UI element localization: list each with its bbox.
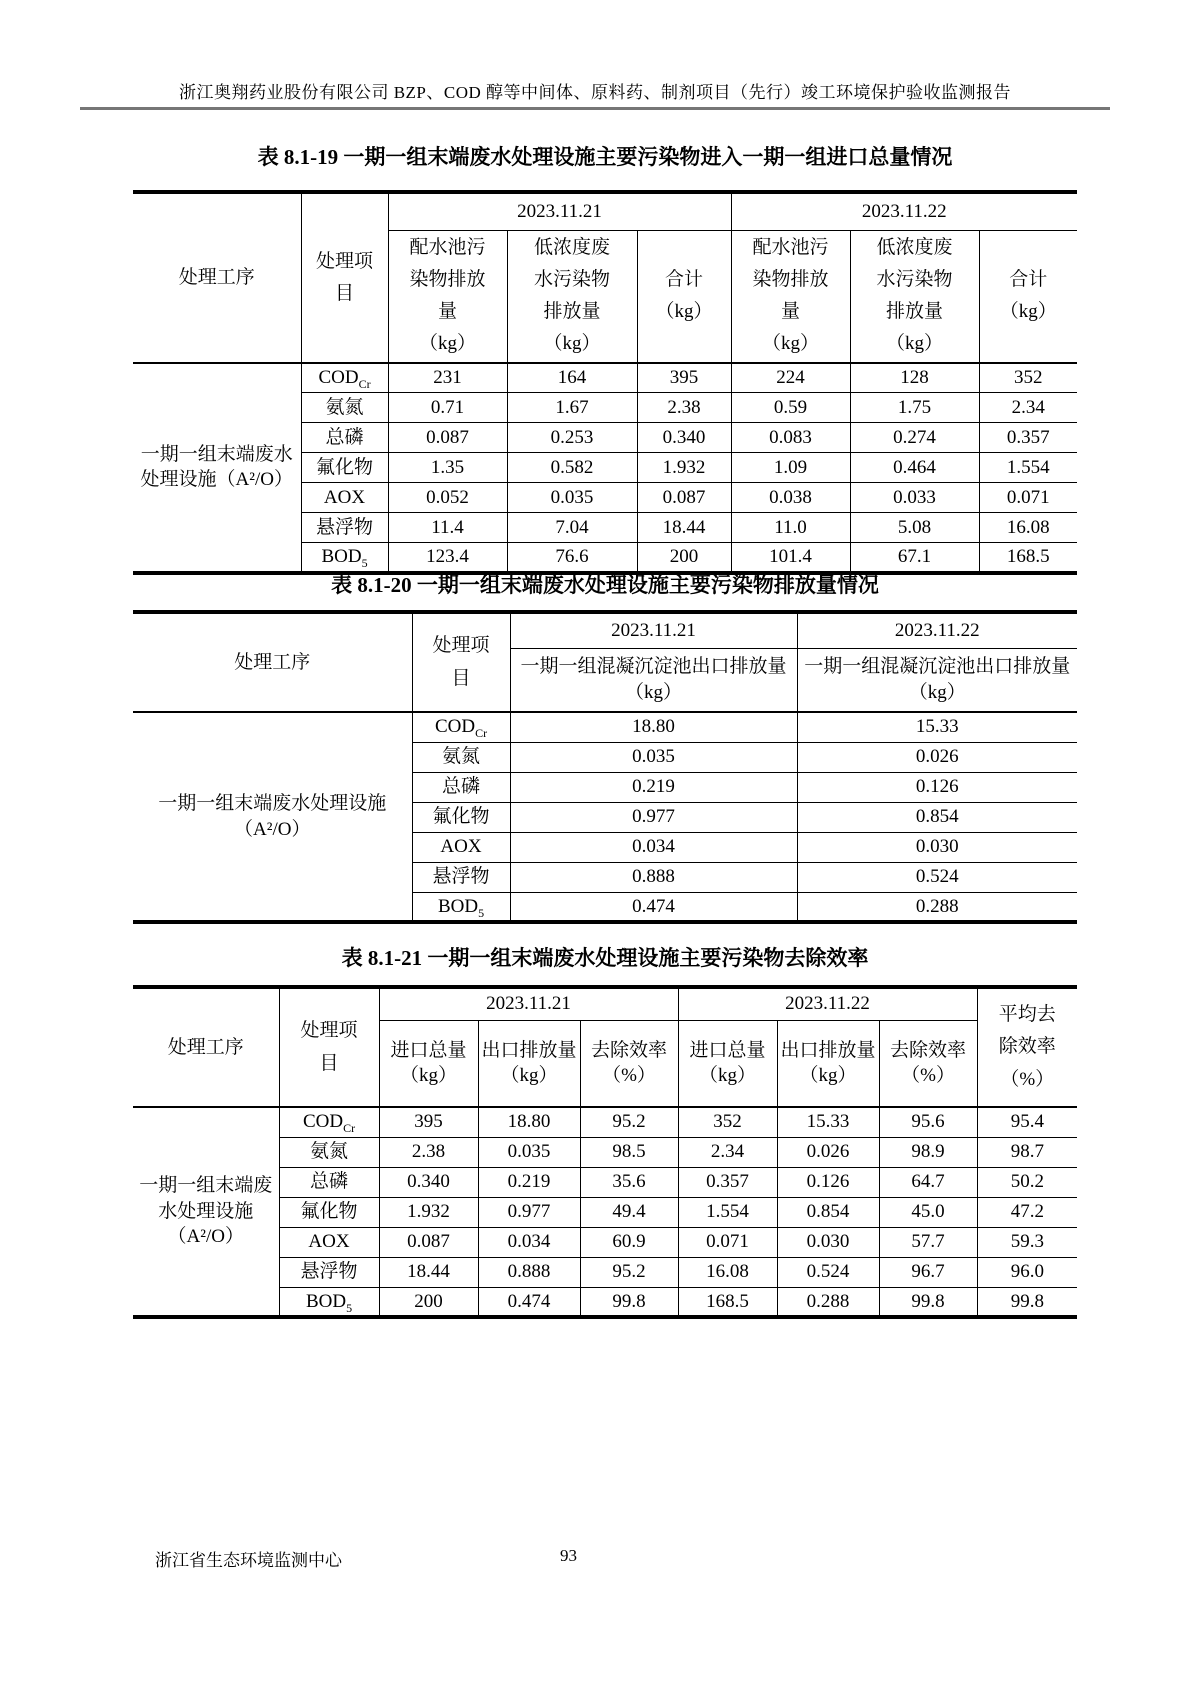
value-cell: 0.474 <box>478 1287 580 1317</box>
pollutant-name: 氨氮 <box>325 396 364 418</box>
table-row <box>133 363 1077 393</box>
col-header-efficiency-1: 去除效率（%） <box>580 1020 678 1107</box>
value-cell: 18.80 <box>478 1107 580 1137</box>
col-header-lowconc-2: 低浓度废水污染物排放量 （kg） <box>850 230 979 363</box>
value-cell: 0.030 <box>797 832 1077 862</box>
value-cell: 16.08 <box>678 1257 777 1287</box>
pollutant-name: BOD <box>321 546 362 568</box>
pollutant-name: 悬浮物 <box>315 516 373 538</box>
value-cell: 76.6 <box>507 543 637 573</box>
value-cell: 0.464 <box>850 453 979 483</box>
value-cell: 352 <box>678 1107 777 1137</box>
pollutant-subscript: 5 <box>361 555 368 570</box>
value-cell: 0.524 <box>777 1257 879 1287</box>
value-cell: 64.7 <box>879 1167 977 1197</box>
value-cell: 1.67 <box>507 393 637 423</box>
pollutant-name: 氟化物 <box>432 806 490 828</box>
pollutant-cell <box>301 513 388 543</box>
value-cell: 0.340 <box>637 423 731 453</box>
col-header-date-1: 2023.11.21 <box>510 612 797 648</box>
pollutant-name: COD <box>434 716 476 738</box>
value-cell: 0.052 <box>388 483 507 513</box>
col-header-process: 处理工序 <box>133 612 412 712</box>
value-cell: 0.030 <box>777 1227 879 1257</box>
value-cell: 0.033 <box>850 483 979 513</box>
table-row <box>133 712 1077 742</box>
process-cell: 一期一组末端废水处理设施（A²/O） <box>133 1107 279 1317</box>
col-header-inlet-2: 进口总量（kg） <box>678 1020 777 1107</box>
value-cell: 15.33 <box>797 712 1077 742</box>
value-cell: 0.854 <box>777 1197 879 1227</box>
pollutant-name: 总磷 <box>309 1171 348 1193</box>
col-header-outlet-1: 出口排放量（kg） <box>478 1020 580 1107</box>
value-cell: 164 <box>507 363 637 393</box>
pollutant-cell <box>301 453 388 483</box>
value-cell: 0.026 <box>797 742 1077 772</box>
pollutant-cell <box>279 1227 379 1257</box>
value-cell: 0.854 <box>797 802 1077 832</box>
pollutant-name: AOX <box>323 486 366 508</box>
col-header-avg-efficiency: 平均去除效率（%） <box>977 987 1077 1107</box>
pollutant-name: AOX <box>308 1231 350 1253</box>
pollutant-cell <box>279 1257 379 1287</box>
pollutant-name: 氟化物 <box>300 1201 358 1223</box>
value-cell: 128 <box>850 363 979 393</box>
value-cell: 95.2 <box>580 1107 678 1137</box>
value-cell: 0.288 <box>777 1287 879 1317</box>
pollutant-cell <box>279 1107 379 1137</box>
table-19-title: 表 8.1-19 一期一组末端废水处理设施主要污染物进入一期一组进口总量情况 <box>257 145 953 169</box>
pollutant-subscript: Cr <box>343 1121 356 1136</box>
value-cell: 0.034 <box>478 1227 580 1257</box>
value-cell: 0.524 <box>797 862 1077 892</box>
pollutant-cell <box>279 1287 379 1317</box>
value-cell: 0.083 <box>731 423 850 453</box>
value-cell: 0.071 <box>678 1227 777 1257</box>
value-cell: 49.4 <box>580 1197 678 1227</box>
pollutant-cell <box>412 832 510 862</box>
pollutant-name: AOX <box>440 836 482 858</box>
value-cell: 2.34 <box>678 1137 777 1167</box>
col-header-outlet-2: 一期一组混凝沉淀池出口排放量（kg） <box>797 648 1077 712</box>
value-cell: 50.2 <box>977 1167 1077 1197</box>
table-20 <box>133 610 1077 924</box>
value-cell: 0.219 <box>510 772 797 802</box>
value-cell: 0.357 <box>678 1167 777 1197</box>
value-cell: 0.888 <box>478 1257 580 1287</box>
value-cell: 0.253 <box>507 423 637 453</box>
value-cell: 35.6 <box>580 1167 678 1197</box>
pollutant-name: 氟化物 <box>315 456 373 478</box>
value-cell: 1.554 <box>678 1197 777 1227</box>
pollutant-cell <box>412 712 510 742</box>
value-cell: 0.034 <box>510 832 797 862</box>
value-cell: 98.5 <box>580 1137 678 1167</box>
col-header-date-2: 2023.11.22 <box>678 987 977 1020</box>
col-header-item: 处理项目 <box>301 192 388 363</box>
value-cell: 99.8 <box>977 1287 1077 1317</box>
value-cell: 0.026 <box>777 1137 879 1167</box>
col-header-item: 处理项目 <box>412 612 510 712</box>
col-header-influent-2: 配水池污染物排放量 （kg） <box>731 230 850 363</box>
col-header-item: 处理项目 <box>279 987 379 1107</box>
value-cell: 99.8 <box>580 1287 678 1317</box>
pollutant-subscript: Cr <box>358 376 371 391</box>
process-cell: 一期一组末端废水处理设施（A²/O） <box>133 712 412 922</box>
value-cell: 96.0 <box>977 1257 1077 1287</box>
footer-organization: 浙江省生态环境监测中心 <box>155 1551 342 1570</box>
process-cell: 一期一组末端废水处理设施（A²/O） <box>133 363 301 573</box>
value-cell: 0.087 <box>388 423 507 453</box>
table-row <box>133 192 1077 230</box>
value-cell: 1.75 <box>850 393 979 423</box>
pollutant-cell <box>301 483 388 513</box>
value-cell: 352 <box>979 363 1077 393</box>
value-cell: 200 <box>637 543 731 573</box>
value-cell: 98.9 <box>879 1137 977 1167</box>
value-cell: 0.71 <box>388 393 507 423</box>
pollutant-name: 悬浮物 <box>432 866 490 888</box>
pollutant-cell <box>279 1137 379 1167</box>
value-cell: 7.04 <box>507 513 637 543</box>
pollutant-cell <box>412 772 510 802</box>
value-cell: 0.340 <box>379 1167 478 1197</box>
pollutant-cell <box>412 742 510 772</box>
value-cell: 16.08 <box>979 513 1077 543</box>
value-cell: 0.288 <box>797 892 1077 922</box>
pollutant-name: COD <box>302 1111 344 1133</box>
col-header-lowconc-1: 低浓度废水污染物排放量 （kg） <box>507 230 637 363</box>
value-cell: 0.087 <box>637 483 731 513</box>
value-cell: 18.44 <box>379 1257 478 1287</box>
value-cell: 231 <box>388 363 507 393</box>
value-cell: 0.59 <box>731 393 850 423</box>
table-row <box>133 987 1077 1020</box>
pollutant-cell <box>301 423 388 453</box>
value-cell: 5.08 <box>850 513 979 543</box>
col-header-date-1: 2023.11.21 <box>388 192 731 230</box>
value-cell: 0.035 <box>478 1137 580 1167</box>
value-cell: 101.4 <box>731 543 850 573</box>
pollutant-cell <box>412 892 510 922</box>
table-20-title: 表 8.1-20 一期一组末端废水处理设施主要污染物排放量情况 <box>331 573 879 597</box>
pollutant-name: BOD <box>305 1290 347 1312</box>
col-header-inlet-1: 进口总量（kg） <box>379 1020 478 1107</box>
value-cell: 0.126 <box>777 1167 879 1197</box>
value-cell: 168.5 <box>979 543 1077 573</box>
value-cell: 0.071 <box>979 483 1077 513</box>
header-divider <box>80 107 1110 110</box>
value-cell: 59.3 <box>977 1227 1077 1257</box>
col-header-date-1: 2023.11.21 <box>379 987 678 1020</box>
value-cell: 18.44 <box>637 513 731 543</box>
value-cell: 2.38 <box>637 393 731 423</box>
col-header-outlet-2: 出口排放量（kg） <box>777 1020 879 1107</box>
value-cell: 200 <box>379 1287 478 1317</box>
col-header-date-2: 2023.11.22 <box>731 192 1077 230</box>
page-number: 93 <box>560 1546 577 1565</box>
pollutant-cell <box>412 862 510 892</box>
pollutant-cell <box>412 802 510 832</box>
pollutant-subscript: 5 <box>346 1300 353 1315</box>
value-cell: 1.09 <box>731 453 850 483</box>
value-cell: 57.7 <box>879 1227 977 1257</box>
value-cell: 11.4 <box>388 513 507 543</box>
table-19 <box>133 190 1077 575</box>
pollutant-name: BOD <box>437 895 479 917</box>
col-header-outlet-1: 一期一组混凝沉淀池出口排放量（kg） <box>510 648 797 712</box>
col-header-process: 处理工序 <box>133 192 301 363</box>
value-cell: 0.977 <box>478 1197 580 1227</box>
value-cell: 11.0 <box>731 513 850 543</box>
value-cell: 0.087 <box>379 1227 478 1257</box>
value-cell: 0.474 <box>510 892 797 922</box>
value-cell: 168.5 <box>678 1287 777 1317</box>
value-cell: 0.035 <box>510 742 797 772</box>
pollutant-name: 氨氮 <box>441 746 480 768</box>
pollutant-name: 氨氮 <box>309 1141 348 1163</box>
value-cell: 395 <box>379 1107 478 1137</box>
pollutant-subscript: 5 <box>478 905 485 920</box>
pollutant-cell <box>279 1197 379 1227</box>
value-cell: 95.4 <box>977 1107 1077 1137</box>
value-cell: 0.888 <box>510 862 797 892</box>
value-cell: 0.219 <box>478 1167 580 1197</box>
value-cell: 2.38 <box>379 1137 478 1167</box>
col-header-date-2: 2023.11.22 <box>797 612 1077 648</box>
pollutant-name: 悬浮物 <box>300 1261 358 1283</box>
value-cell: 2.34 <box>979 393 1077 423</box>
table-21-title: 表 8.1-21 一期一组末端废水处理设施主要污染物去除效率 <box>341 946 869 970</box>
value-cell: 395 <box>637 363 731 393</box>
value-cell: 0.274 <box>850 423 979 453</box>
pollutant-cell <box>301 393 388 423</box>
value-cell: 18.80 <box>510 712 797 742</box>
value-cell: 1.35 <box>388 453 507 483</box>
col-header-process: 处理工序 <box>133 987 279 1107</box>
value-cell: 95.2 <box>580 1257 678 1287</box>
value-cell: 99.8 <box>879 1287 977 1317</box>
document-header-title: 浙江奥翔药业股份有限公司 BZP、COD 醇等中间体、原料药、制剂项目（先行）竣工环境保护验收监测报告 <box>178 83 1012 102</box>
pollutant-cell <box>279 1167 379 1197</box>
value-cell: 0.126 <box>797 772 1077 802</box>
value-cell: 67.1 <box>850 543 979 573</box>
value-cell: 15.33 <box>777 1107 879 1137</box>
col-header-total-2: 合计 （kg） <box>979 230 1077 363</box>
value-cell: 0.038 <box>731 483 850 513</box>
value-cell: 1.932 <box>379 1197 478 1227</box>
value-cell: 0.977 <box>510 802 797 832</box>
pollutant-name: COD <box>318 367 359 389</box>
table-21 <box>133 985 1077 1319</box>
col-header-efficiency-2: 去除效率（%） <box>879 1020 977 1107</box>
value-cell: 47.2 <box>977 1197 1077 1227</box>
value-cell: 60.9 <box>580 1227 678 1257</box>
table-row <box>133 1107 1077 1137</box>
value-cell: 1.554 <box>979 453 1077 483</box>
pollutant-name: 总磷 <box>325 426 364 448</box>
pollutant-name: 总磷 <box>441 776 480 798</box>
value-cell: 1.932 <box>637 453 731 483</box>
value-cell: 0.035 <box>507 483 637 513</box>
value-cell: 123.4 <box>388 543 507 573</box>
pollutant-subscript: Cr <box>475 726 488 741</box>
col-header-influent-1: 配水池污染物排放量 （kg） <box>388 230 507 363</box>
value-cell: 95.6 <box>879 1107 977 1137</box>
value-cell: 98.7 <box>977 1137 1077 1167</box>
value-cell: 96.7 <box>879 1257 977 1287</box>
value-cell: 0.357 <box>979 423 1077 453</box>
value-cell: 0.582 <box>507 453 637 483</box>
col-header-total-1: 合计 （kg） <box>637 230 731 363</box>
value-cell: 45.0 <box>879 1197 977 1227</box>
table-row <box>133 612 1077 648</box>
pollutant-cell <box>301 363 388 393</box>
value-cell: 224 <box>731 363 850 393</box>
